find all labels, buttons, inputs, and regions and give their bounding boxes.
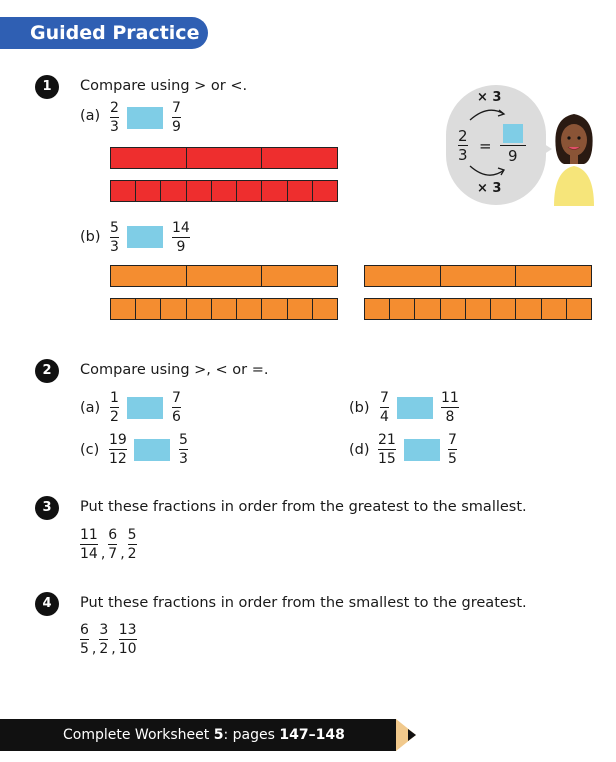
q1b-left-fraction: 5 3 <box>110 220 119 255</box>
play-arrow-icon <box>408 729 416 741</box>
q4-fraction-1: $\frac{6}{5}$ <box>80 622 89 657</box>
question-4-text: Put these fractions in order from the smallest to the greatest. <box>80 595 527 611</box>
question-2-text: Compare using >, < or =. <box>80 362 269 378</box>
question-number-1: 1 <box>35 75 59 99</box>
q4-fraction-list <box>80 622 137 657</box>
q1a-answer-box[interactable] <box>127 107 163 129</box>
q2c-answer-box[interactable] <box>134 439 170 461</box>
thirds-bar-orange-1 <box>110 265 338 287</box>
question-number-3: 3 <box>35 496 59 520</box>
q2d-right-fraction: 7 5 <box>448 432 457 467</box>
question-number-2: 2 <box>35 359 59 383</box>
q2c-left-fraction: 19 12 <box>109 432 127 467</box>
q2b-label: (b) <box>349 400 370 416</box>
hint-bottom-multiplier: × 3 <box>477 181 502 196</box>
q2c-label: (c) <box>80 442 100 458</box>
q2a-right-fraction: 7 6 <box>172 390 181 425</box>
girl-character-icon <box>550 110 598 206</box>
q1a-right-fraction: 7 9 <box>172 100 181 135</box>
q2b-right-fraction: 11 8 <box>441 390 459 425</box>
hint-top-multiplier: × 3 <box>477 90 502 105</box>
q2b-answer-box[interactable] <box>397 397 433 419</box>
q3-fraction-3: $\frac{5}{2}$ <box>127 527 137 562</box>
q1b-label: (b) <box>80 229 101 245</box>
hint-answer-box[interactable] <box>503 124 523 143</box>
q3-fraction-list <box>80 527 137 562</box>
question-number-4: 4 <box>35 592 59 616</box>
q4-separator-1: , <box>91 641 97 657</box>
question-3-text: Put these fractions in order from the greatest to the smallest. <box>80 499 527 515</box>
q2c-right-fraction: 5 3 <box>179 432 188 467</box>
thirds-bar-orange-2 <box>364 265 592 287</box>
q2d-left-fraction: 21 15 <box>378 432 396 467</box>
hint-equals: = <box>479 137 492 155</box>
hint-left-fraction: 2 3 <box>458 127 468 164</box>
q1b-right-fraction: 14 9 <box>172 220 190 255</box>
worksheet-footer: Complete Worksheet 5: pages 147–148 <box>0 719 396 751</box>
q3-separator-1: , <box>100 546 106 562</box>
q4-fraction-3: $\frac{13}{10}$ <box>118 622 137 657</box>
hint-fraction-bar <box>500 145 526 146</box>
q3-separator-2: , <box>120 546 125 562</box>
bottom-curved-arrow-icon <box>466 164 510 182</box>
q4-fraction-2: $\frac{3}{2}$ <box>99 622 109 657</box>
q2d-answer-box[interactable] <box>404 439 440 461</box>
q3-fraction-2: $\frac{6}{7}$ <box>108 527 118 562</box>
q2a-left-fraction: 1 2 <box>110 390 119 425</box>
q2a-answer-box[interactable] <box>127 397 163 419</box>
thirds-bar-red <box>110 147 338 169</box>
q2a-label: (a) <box>80 400 101 416</box>
q2b-left-fraction: 7 4 <box>380 390 389 425</box>
ninths-bar-red <box>110 180 338 202</box>
hint-right-denominator: 9 <box>508 147 518 165</box>
q4-separator-2: , <box>111 641 116 657</box>
q1b-answer-box[interactable] <box>127 226 163 248</box>
question-1-text: Compare using > or <. <box>80 78 248 94</box>
ninths-bar-orange-1 <box>110 298 338 320</box>
q2d-label: (d) <box>349 442 370 458</box>
section-header: Guided Practice <box>0 17 208 49</box>
q1a-left-fraction: 2 3 <box>110 100 119 135</box>
ninths-bar-orange-2 <box>364 298 592 320</box>
q1a-label: (a) <box>80 108 101 124</box>
q3-fraction-1: $\frac{11}{14}$ <box>80 527 98 562</box>
top-curved-arrow-icon <box>466 104 510 122</box>
